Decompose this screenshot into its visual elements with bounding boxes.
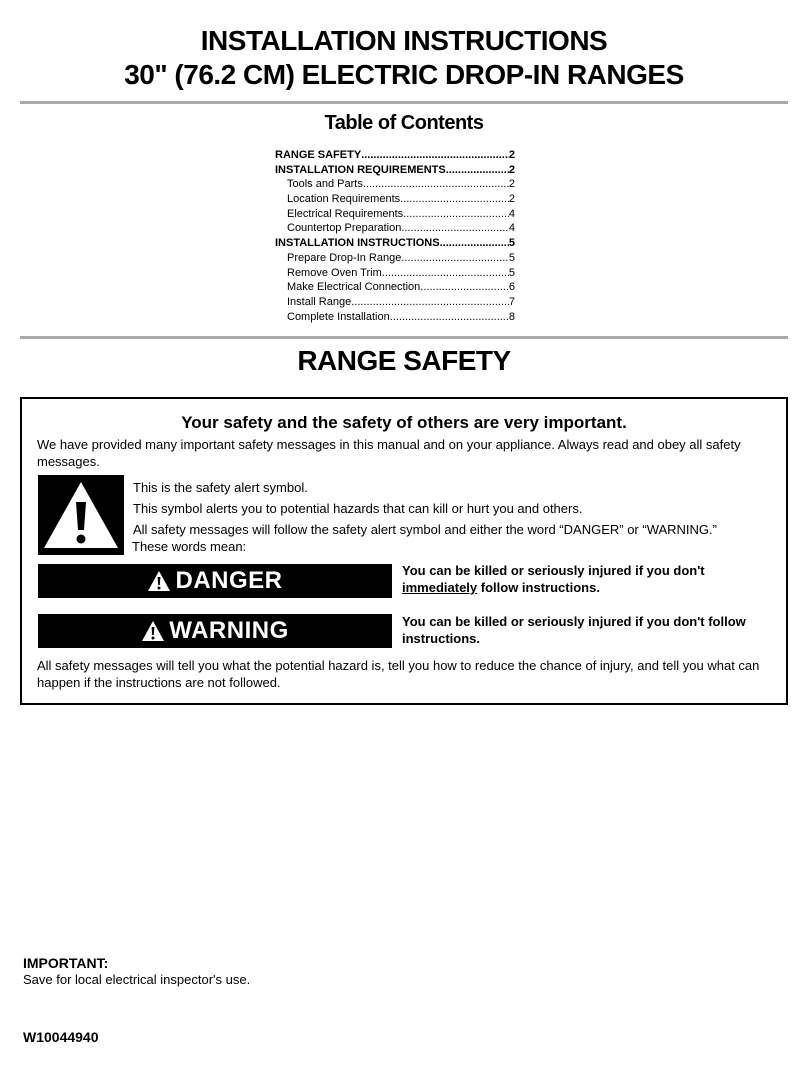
- important-text: Save for local electrical inspector's use.: [23, 972, 251, 987]
- divider-top: [20, 101, 788, 104]
- danger-label: DANGER: [175, 567, 283, 594]
- warning-label: WARNING: [169, 617, 289, 644]
- toc-entry-install-range[interactable]: Install Range ..... 7: [275, 295, 515, 310]
- toc-entry-make-electrical-connection[interactable]: Make Electrical Connection ..... 6: [275, 280, 515, 295]
- divider-middle: [20, 336, 788, 339]
- title-line-2: 30" (76.2 CM) ELECTRIC DROP-IN RANGES: [124, 59, 684, 90]
- alert-line-3: All safety messages will follow the safety alert symbol and either the word “DANGER” or “WARNING.”: [133, 522, 717, 537]
- section-title: RANGE SAFETY: [297, 345, 511, 376]
- safety-intro: We have provided many important safety messages in this manual and on your appliance. Always read and obey all safety messages.: [37, 437, 741, 469]
- warning-alert-icon: [141, 620, 165, 642]
- toc-entry-prepare-drop-in-range[interactable]: Prepare Drop-In Range ..... 5: [275, 251, 515, 266]
- toc-entry-location-requirements[interactable]: Location Requirements ..... 2: [275, 192, 515, 207]
- table-of-contents: [275, 148, 515, 324]
- important-label: IMPORTANT:: [23, 955, 109, 971]
- toc-entry-range-safety[interactable]: RANGE SAFETY ..... 2: [275, 148, 515, 163]
- safety-box-heading: Your safety and the safety of others are very important.: [181, 413, 627, 432]
- toc-entry-complete-installation[interactable]: Complete Installation ..... 8: [275, 310, 515, 325]
- document-title: [0, 24, 808, 92]
- toc-heading: Table of Contents: [324, 112, 484, 134]
- toc-entry-electrical-requirements[interactable]: Electrical Requirements ..... 4: [275, 207, 515, 222]
- toc-entry-remove-oven-trim[interactable]: Remove Oven Trim ..... 5: [275, 266, 515, 281]
- alert-line-4: These words mean:: [132, 539, 247, 554]
- danger-alert-icon: [147, 570, 171, 592]
- title-line-1: INSTALLATION INSTRUCTIONS: [200, 25, 608, 56]
- safety-closing: All safety messages will tell you what the potential hazard is, tell you how to reduce the chance of injury, and tell you what can happen if the instructions are not followed.: [37, 658, 760, 690]
- danger-banner: [38, 564, 392, 598]
- document-number: W10044940: [23, 1029, 99, 1045]
- toc-entry-countertop-preparation[interactable]: Countertop Preparation ..... 4: [275, 221, 515, 236]
- safety-alert-icon: [38, 475, 124, 555]
- toc-entry-installation-instructions[interactable]: INSTALLATION INSTRUCTIONS ..... 5: [275, 236, 515, 251]
- alert-line-2: This symbol alerts you to potential hazards that can kill or hurt you and others.: [133, 501, 583, 516]
- toc-entry-installation-requirements[interactable]: INSTALLATION REQUIREMENTS ..... 2: [275, 163, 515, 178]
- alert-line-1: This is the safety alert symbol.: [133, 480, 308, 495]
- warning-description: You can be killed or seriously injured if you don't follow instructions.: [402, 614, 746, 646]
- toc-entry-tools-and-parts[interactable]: Tools and Parts ..... 2: [275, 177, 515, 192]
- warning-banner: [38, 614, 392, 648]
- danger-description: You can be killed or seriously injured if you don't immediately follow instructions.: [402, 563, 705, 595]
- safety-box: [20, 397, 788, 705]
